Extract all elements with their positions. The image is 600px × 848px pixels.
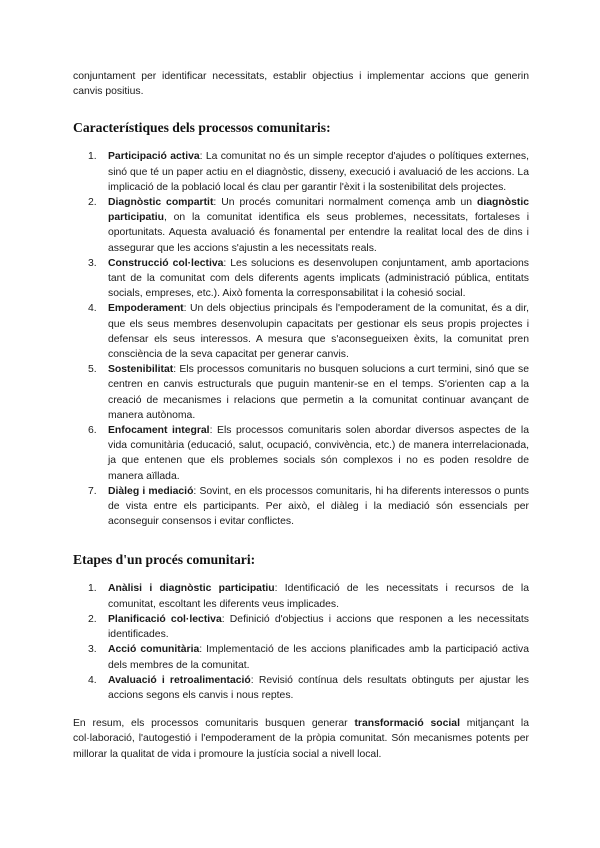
intro-paragraph: conjuntament per identificar necessitats, establir objectius i implementar accions que generin canvis positius. — [73, 71, 529, 98]
list-item: 2. Diagnòstic compartit: Un procés comunitari normalment comença amb un diagnòstic participatiu, on la comunitat identifica els seus problemes, necessitats, fortaleses i oportunitats. Aquesta avaluació és fonamental per entendre la realitat local des de dins i assegurar que les accions s'ajustin a les necessitats reals. — [88, 197, 529, 254]
document-body — [73, 69, 529, 762]
list-item: 5. Sostenibilitat: Els processos comunitaris no busquen solucions a curt termini, sinó que se centren en canvis estructurals que puguin mantenir-se en el temps. S'orienten cap a la creació de mecanismes i relacions que permetin a la comunitat continuar avançant de manera autònoma. — [88, 364, 529, 421]
summary-term: transformació social — [354, 718, 460, 730]
stages-heading: Etapes d'un procés comunitari: — [73, 552, 256, 568]
list-item: 1. Anàlisi i diagnòstic participatiu: Identificació de les necessitats i recursos de la comunitat, escoltant les diferents veus implicades. — [88, 583, 529, 610]
item-term: Sostenibilitat — [108, 364, 174, 376]
item-term: Acció comunitària — [108, 644, 200, 656]
stages-list — [73, 581, 529, 703]
item-term: Anàlisi i diagnòstic participatiu — [108, 583, 275, 595]
list-item: 4. Empoderament: Un dels objectius principals és l'empoderament de la comunitat, és a dir, que els seus membres desenvolupin capacitats per gestionar els seus propis projectes i defensar els seus interessos. A mesura que s'aconsegueixen èxits, la comunitat pren consciència de la seva capacitat per generar canvis. — [88, 303, 529, 361]
item-term: Diagnòstic compartit — [108, 197, 214, 209]
item-term: Participació activa — [108, 151, 200, 163]
item-term: Diàleg i mediació — [108, 485, 194, 497]
list-item: 7. Diàleg i mediació: Sovint, en els processos comunitaris, hi ha diferents interessos o punts de vista entre els participants. Per això, el diàleg i la mediació són essencials per aconseguir consensos i evitar conflictes. — [88, 485, 529, 528]
item-term: Planificació col·lectiva — [108, 613, 222, 625]
item-term: Avaluació i retroalimentació — [108, 674, 251, 686]
characteristics-heading: Característiques dels processos comunitaris: — [73, 120, 331, 136]
item-term-inline: diagnòstic participatiu — [108, 197, 529, 224]
list-item: 2. Planificació col·lectiva: Definició d'objectius i accions que responen a les necessitats identificades. — [88, 613, 529, 641]
item-term: Enfocament integral — [108, 425, 210, 437]
list-item: 6. Enfocament integral: Els processos comunitaris solen abordar diversos aspectes de la vida comunitària (educació, salut, ocupació, convivència, etc.) de manera interrelacionada, ja que entenen que els problemes socials són complexos i no es poden resoldre de manera aïllada. — [88, 425, 529, 482]
list-item: 3. Acció comunitària: Implementació de les accions planificades amb la participació activa dels membres de la comunitat. — [88, 644, 529, 671]
summary-paragraph: En resum, els processos comunitaris busquen generar transformació social mitjançant la col·laboració, l'autogestió i l'empoderament de la pròpia comunitat. Són mecanismes potents per millorar la qualitat de vida i promoure la justícia social a nivell local. — [73, 718, 530, 760]
list-item: 4. Avaluació i retroalimentació: Revisió contínua dels resultats obtinguts per ajustar les accions segons els canvis i nous reptes. — [88, 674, 529, 701]
item-term: Construcció col·lectiva — [108, 257, 224, 269]
list-item: 3. Construcció col·lectiva: Les solucions es desenvolupen conjuntament, amb aportacions tant de la comunitat com dels diferents agents implicats (administració pública, entitats socials, empreses, etc.). Això fomenta la corresponsabilitat i la cohesió social. — [88, 257, 529, 300]
item-term: Empoderament — [108, 303, 184, 315]
characteristics-list — [73, 149, 529, 529]
list-item: 1. Participació activa: La comunitat no és un simple receptor d'ajudes o polítiques externes, sinó que té un paper actiu en el diagnòstic, disseny, execució i avaluació de les accions. La implicació de la població local és clau per garantir l'èxit i la sostenibilitat dels projectes. — [88, 151, 529, 193]
